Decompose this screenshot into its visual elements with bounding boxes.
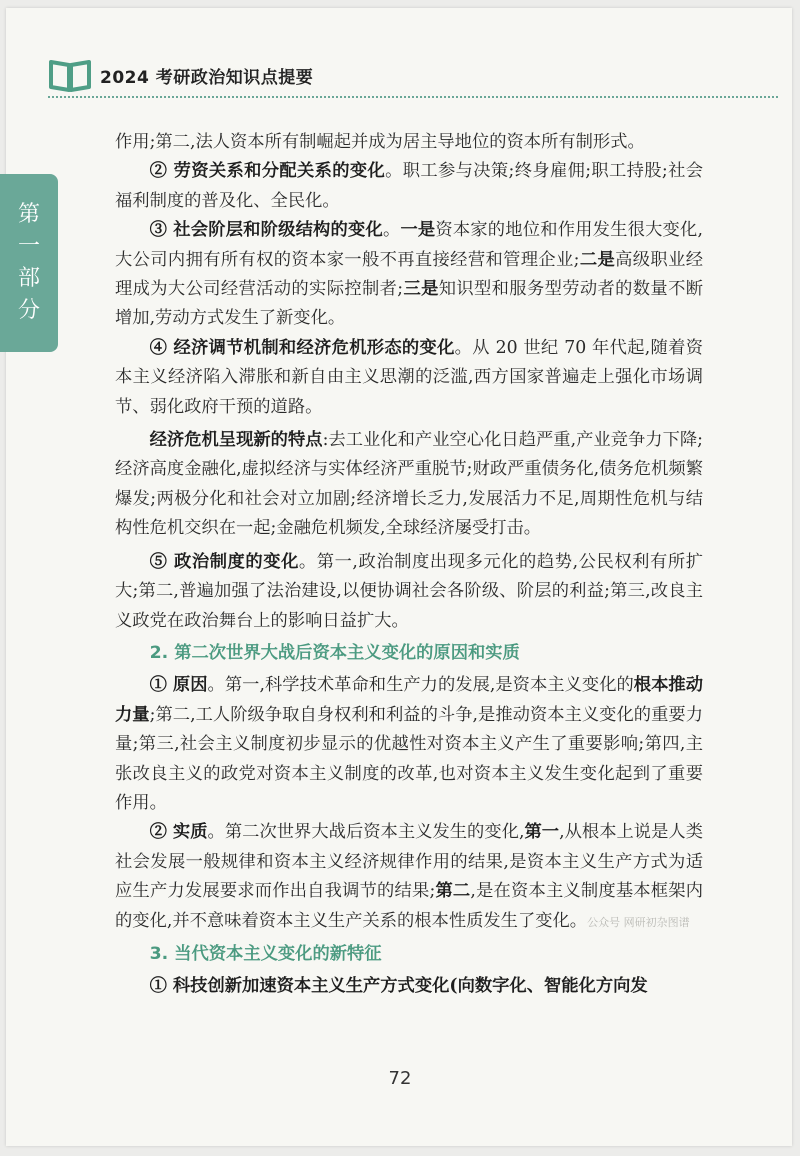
watermark: 公众号 网研初杂图谱: [587, 915, 690, 929]
item-heading: ② 实质: [149, 822, 208, 843]
section-heading: 2. 第二次世界大战后资本主义变化的原因和实质: [149, 642, 520, 663]
side-tab-char: 一: [17, 234, 40, 259]
page-number: 72: [388, 1068, 412, 1089]
item-heading: ④ 经济调节机制和经济危机形态的变化: [149, 337, 455, 358]
item-heading: ① 原因: [149, 675, 208, 696]
side-tab-char: 部: [17, 266, 40, 291]
part-side-tab: [0, 174, 58, 352]
item-heading: ⑤ 政治制度的变化: [149, 551, 299, 572]
paragraph: ② 劳资关系和分配关系的变化。职工参与决策;终身雇佣;职工持股;社会福利制度的普及化、全民化。: [115, 161, 703, 211]
paragraph: ① 原因。第一,科学技术革命和生产力的发展,是资本主义变化的根本推动力量;第二,工人阶级争取自身权利和利益的斗争,是推动资本主义变化的重要力量;第三,社会主义制度初步显示的优越性对资本主义产生了重要影响;第四,主张改良主义的政党对资本主义制度的改革,也对资本主义发生变化起到了重要作用。: [115, 675, 703, 813]
side-tab-char: 第: [17, 202, 40, 227]
item-heading: ① 科技创新加速资本主义生产方式变化(向数字化、智能化方向发: [149, 976, 648, 997]
item-heading: ② 劳资关系和分配关系的变化: [149, 161, 386, 182]
side-tab-char: 分: [17, 298, 40, 323]
section-heading: 3. 当代资本主义变化的新特征: [149, 943, 382, 964]
paragraph: ② 实质。第二次世界大战后资本主义发生的变化,第一,从根本上说是人类社会发展一般规律和资本主义经济规律作用的结果,是资本主义生产方式为适应生产力发展要求而作出自我调节的结果;第二,是在资本主义制度基本框架内的变化,并不意味着资本主义生产关系的根本性质发生了变化。公众号 网研初杂图谱: [115, 822, 703, 931]
item-heading: ③ 社会阶层和阶级结构的变化: [149, 220, 383, 241]
paragraph: ③ 社会阶层和阶级结构的变化。一是资本家的地位和作用发生很大变化,大公司内拥有所有权的资本家一般不再直接经营和管理企业;二是高级职业经理成为大公司经营活动的实际控制者;三是知识型和服务型劳动者的数量不断增加,劳动方式发生了新变化。: [115, 220, 703, 329]
header-title: 2024 考研政治知识点提要: [100, 67, 314, 88]
paragraph: ④ 经济调节机制和经济危机形态的变化。从 20 世纪 70 年代起,随着资本主义经济陷入滞胀和新自由主义思潮的泛滥,西方国家普遍走上强化市场调节、弱化政府干预的道路。: [115, 337, 703, 417]
open-book-icon: [48, 58, 92, 92]
paragraph: 经济危机呈现新的特点:去工业化和产业空心化日趋严重,产业竞争力下降;经济高度金融化,虚拟经济与实体经济严重脱节;财政严重债务化,债务危机频繁爆发;两极分化和社会对立加剧;经济增长乏力,发展活力不足,周期性危机与结构性危机交织在一起;金融危机频发,全球经济屡受打击。: [115, 430, 703, 539]
body-text: [115, 128, 703, 1002]
item-heading: 经济危机呈现新的特点: [149, 430, 323, 451]
paragraph: [115, 972, 703, 1001]
paragraph: 作用;第二,法人资本所有制崛起并成为居主导地位的资本所有制形式。: [115, 132, 645, 152]
page-header: [48, 55, 313, 95]
paragraph: ⑤ 政治制度的变化。第一,政治制度出现多元化的趋势,公民权利有所扩大;第二,普遍加强了法治建设,以便协调社会各阶级、阶层的利益;第三,改良主义政党在政治舞台上的影响日益扩大。: [115, 551, 703, 631]
header-divider: [48, 96, 778, 98]
